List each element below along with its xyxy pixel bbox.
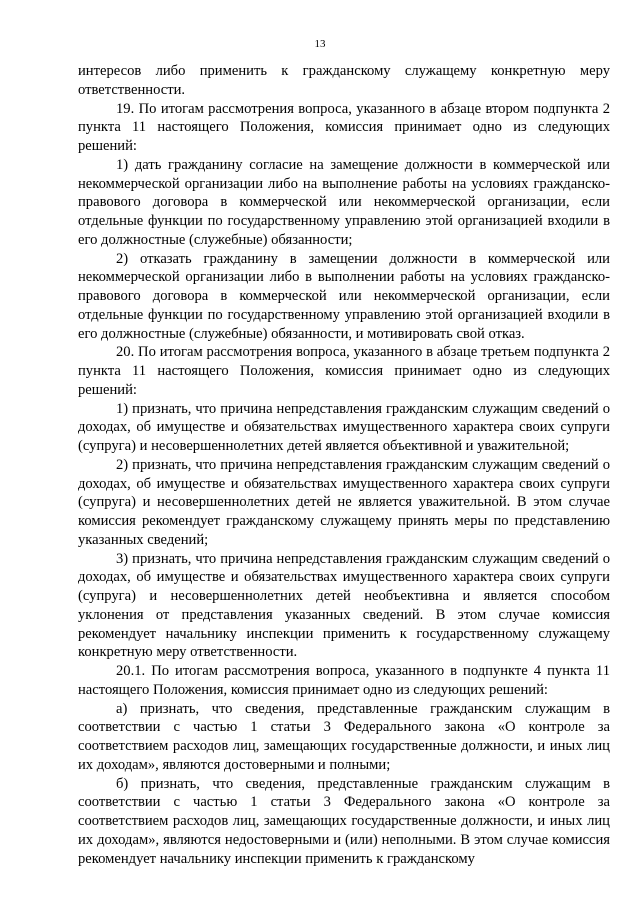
paragraph-continuation: интересов либо применить к гражданскому служащему конкретную меру ответственности.: [78, 63, 610, 98]
paragraph-20-option-1: 1) признать, что причина непредставления гражданским служащим сведений о доходах, об имуществе и обязательствах имущественного характера своих супруги (супруга) и несовершеннолетних детей является объективной и уважительной;: [78, 400, 610, 454]
paragraph-20-1-option-b: б) признать, что сведения, представленные гражданским служащим в соответствии с частью 1 статьи 3 Федерального закона «О контроле за соответствием расходов лиц, замещающих государственные должности, и иных лиц их доходам», являются недостоверными и (или) неполными. В этом случае комиссия рекомендует начальнику инспекции применить к гражданскому: [78, 775, 610, 867]
paragraph-item-20: 20. По итогам рассмотрения вопроса, указанного в абзаце третьем подпункта 2 пункта 11 настоящего Положения, комиссия принимает одно из следующих решений:: [78, 344, 610, 398]
paragraph-item-20-1: 20.1. По итогам рассмотрения вопроса, указанного в подпункте 4 пункта 11 настоящего Положения, комиссия принимает одно из следующих решений:: [78, 663, 610, 698]
page-number: 13: [314, 38, 326, 50]
paragraph-20-1-option-a: а) признать, что сведения, представленные гражданским служащим в соответствии с частью 1 статьи 3 Федерального закона «О контроле за соответствием расходов лиц, замещающих государственные должности, и иных лиц их доходам», являются достоверными и полными;: [78, 700, 610, 773]
document-body: [78, 62, 610, 868]
paragraph-19-option-1: 1) дать гражданину согласие на замещение должности в коммерческой или некоммерческой организации либо на выполнение работы на условиях гражданско-правового договора в коммерческой или некоммерческой организации, если отдельные функции по государственному управлению этой организацией входили в его должностные (служебные) обязанности;: [78, 156, 610, 248]
paragraph-19-option-2: 2) отказать гражданину в замещении должности в коммерческой или некоммерческой организации либо в выполнении работы на условиях гражданско-правового договора в коммерческой или некоммерческой организации, если отдельные функции по государственному управлению этой организацией входили в его должностные (служебные) обязанности, и мотивировать свой отказ.: [78, 250, 610, 342]
paragraph-item-19: 19. По итогам рассмотрения вопроса, указанного в абзаце втором подпункта 2 пункта 11 настоящего Положения, комиссия принимает одно из следующих решений:: [78, 100, 610, 154]
paragraph-20-option-2: 2) признать, что причина непредставления гражданским служащим сведений о доходах, об имуществе и обязательствах имущественного характера своих супруги (супруга) и несовершеннолетних детей не является уважительной. В этом случае комиссия рекомендует гражданскому служащему принять меры по представлению указанных сведений;: [78, 456, 610, 548]
paragraph-20-option-3: 3) признать, что причина непредставления гражданским служащим сведений о доходах, об имуществе и обязательствах имущественного характера своих супруги (супруга) и несовершеннолетних детей необъективна и является способом уклонения от представления указанных сведений. В этом случае комиссия рекомендует начальнику инспекции применить к государственному служащему конкретную меру ответственности.: [78, 550, 610, 661]
